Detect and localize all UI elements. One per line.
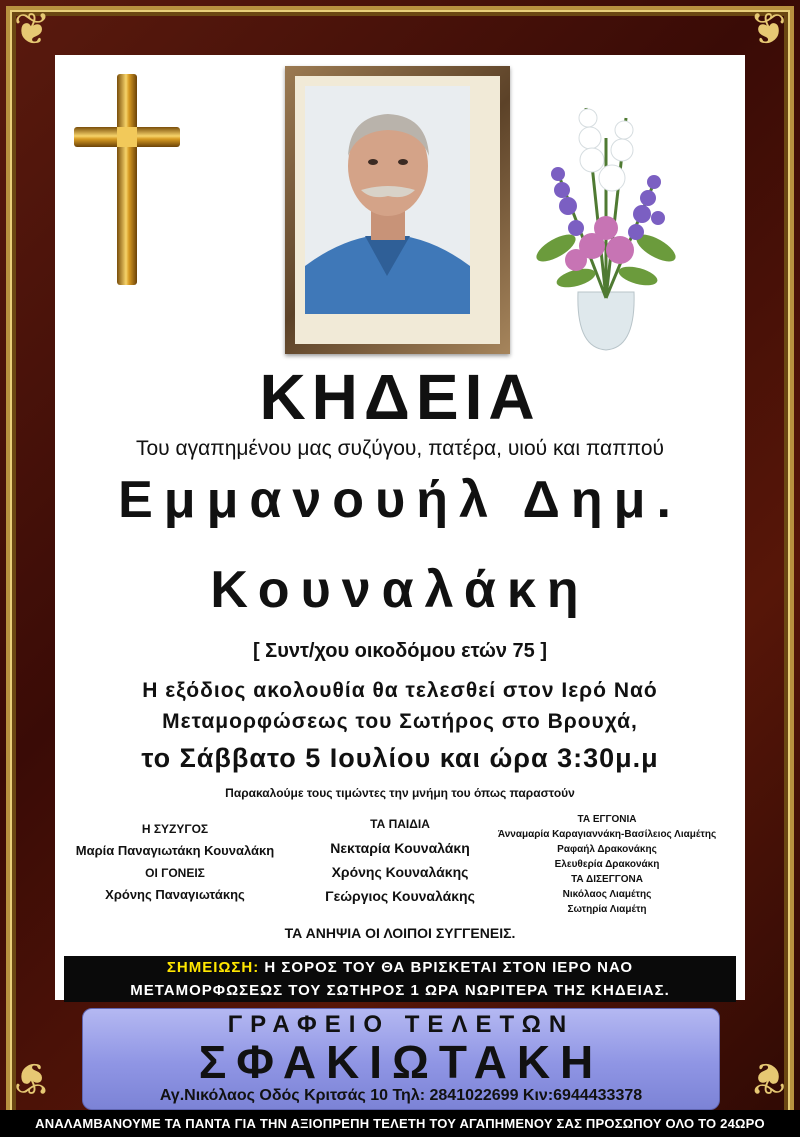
great-grandchild-name: Σωτηρία Λιαμέτη xyxy=(567,904,647,915)
note-label: ΣΗΜΕΙΩΣΗ: xyxy=(166,959,260,976)
grandchild-name: Ελευθερία Δρακονάκη xyxy=(554,859,660,870)
office-contact: Αγ.Νικόλαος Οδός Κριτσάς 10 Τηλ: 2841022699 Κιν:6944433378 xyxy=(159,1087,643,1104)
subtitle: Του αγαπημένου μας συζύγου, πατέρα, υιού και παππού xyxy=(135,437,665,460)
ceremony-line3: το Σάββατο 5 Ιουλίου και ώρα 3:30μ.μ xyxy=(141,743,659,773)
office-name: ΣΦΑΚΙΩΤΑΚΗ xyxy=(198,1036,604,1088)
flower-vase-icon xyxy=(516,78,696,354)
great-grandchild-name: Νικόλαος Λιαμέτης xyxy=(562,889,652,900)
attendance-request: Παρακαλούμε τους τιμώντες την μνήμη του όπως παραστούν xyxy=(225,786,575,800)
children-column xyxy=(305,812,495,908)
other-relatives: ΤΑ ΑΝΗΨΙΑ ΟΙ ΛΟΙΠΟΙ ΣΥΓΓΕΝΕΙΣ. xyxy=(284,925,516,941)
footer-banner: ΑΝΑΛΑΜΒΑΝΟΥΜΕ ΤΑ ΠΑΝΤΑ ΓΙΑ ΤΗΝ ΑΞΙΟΠΡΕΠΗ ΤΕΛΕΤΗ ΤΟΥ ΑΓΑΠΗΜΕΝΟΥ ΣΑΣ ΠΡΟΣΩΠΟΥ ΟΛΟ ΤΟ 24ΩΡΟ xyxy=(0,1110,800,1137)
note-line2: ΜΕΤΑΜΟΡΦΩΣΕΩΣ ΤΟΥ ΣΩΤΗΡΟΣ 1 ΩΡΑ ΝΩΡΙΤΕΡΑ ΤΗΣ ΚΗΔΕΙΑΣ. xyxy=(130,982,670,999)
age-line: [ Συντ/χου οικοδόμου ετών 75 ] xyxy=(252,640,548,662)
note-line1: Η ΣΟΡΟΣ ΤΟΥ ΘΑ ΒΡΙΣΚΕΤΑΙ ΣΤΟΝ ΙΕΡΟ ΝΑΟ xyxy=(259,959,634,976)
corner-ornament-icon: ❦ xyxy=(749,1052,787,1103)
child-name: Χρόνης Κουναλάκης xyxy=(331,864,469,880)
page-title: ΚΗΔΕΙΑ xyxy=(259,361,541,433)
grandchild-name: Ραφαήλ Δρακονάκης xyxy=(557,844,657,855)
great-grandchildren-heading: ΤΑ ΔΙΣΕΓΓΟΝΑ xyxy=(571,874,643,885)
corner-ornament-icon: ❦ xyxy=(749,4,787,55)
office-heading: ΓΡΑΦΕΙΟ ΤΕΛΕΤΩΝ xyxy=(227,1011,575,1038)
portrait-frame xyxy=(285,66,510,354)
child-name: Γεώργιος Κουναλάκης xyxy=(325,888,475,904)
deceased-name-line2: Κουναλάκη xyxy=(210,561,590,619)
note-banner xyxy=(64,956,736,1002)
grandchildren-heading: ΤΑ ΕΓΓΟΝΙΑ xyxy=(577,814,637,825)
ceremony-line1: Η εξόδιος ακολουθία θα τελεσθεί στον Ιερό Ναό xyxy=(142,679,658,702)
child-name: Νεκταρία Κουναλάκη xyxy=(330,840,470,856)
spouse-heading: Η ΣΥΖΥΓΟΣ xyxy=(141,822,209,836)
ceremony-line2: Μεταμορφώσεως του Σωτήρος στο Βρουχά, xyxy=(162,710,638,733)
spouse-name: Μαρία Παναγιωτάκη Κουναλάκη xyxy=(75,843,275,858)
deceased-name-line1: Εμμανουήλ Δημ. xyxy=(118,471,682,529)
corner-ornament-icon: ❦ xyxy=(13,1052,51,1103)
parents-heading: ΟΙ ΓΟΝΕΙΣ xyxy=(145,866,205,880)
corner-ornament-icon: ❦ xyxy=(13,4,51,55)
funeral-office-box xyxy=(82,1008,720,1110)
spouse-parents-column xyxy=(70,818,280,906)
cross-icon xyxy=(72,72,182,287)
grandchildren-column xyxy=(492,812,722,917)
parents-name: Χρόνης Παναγιωτάκης xyxy=(105,887,245,902)
children-heading: ΤΑ ΠΑΙΔΙΑ xyxy=(370,817,430,831)
grandchild-name: Άνναμαρία Καραγιαννάκη-Βασίλειος Λιαμέτης xyxy=(497,829,717,840)
portrait-photo xyxy=(305,86,470,314)
